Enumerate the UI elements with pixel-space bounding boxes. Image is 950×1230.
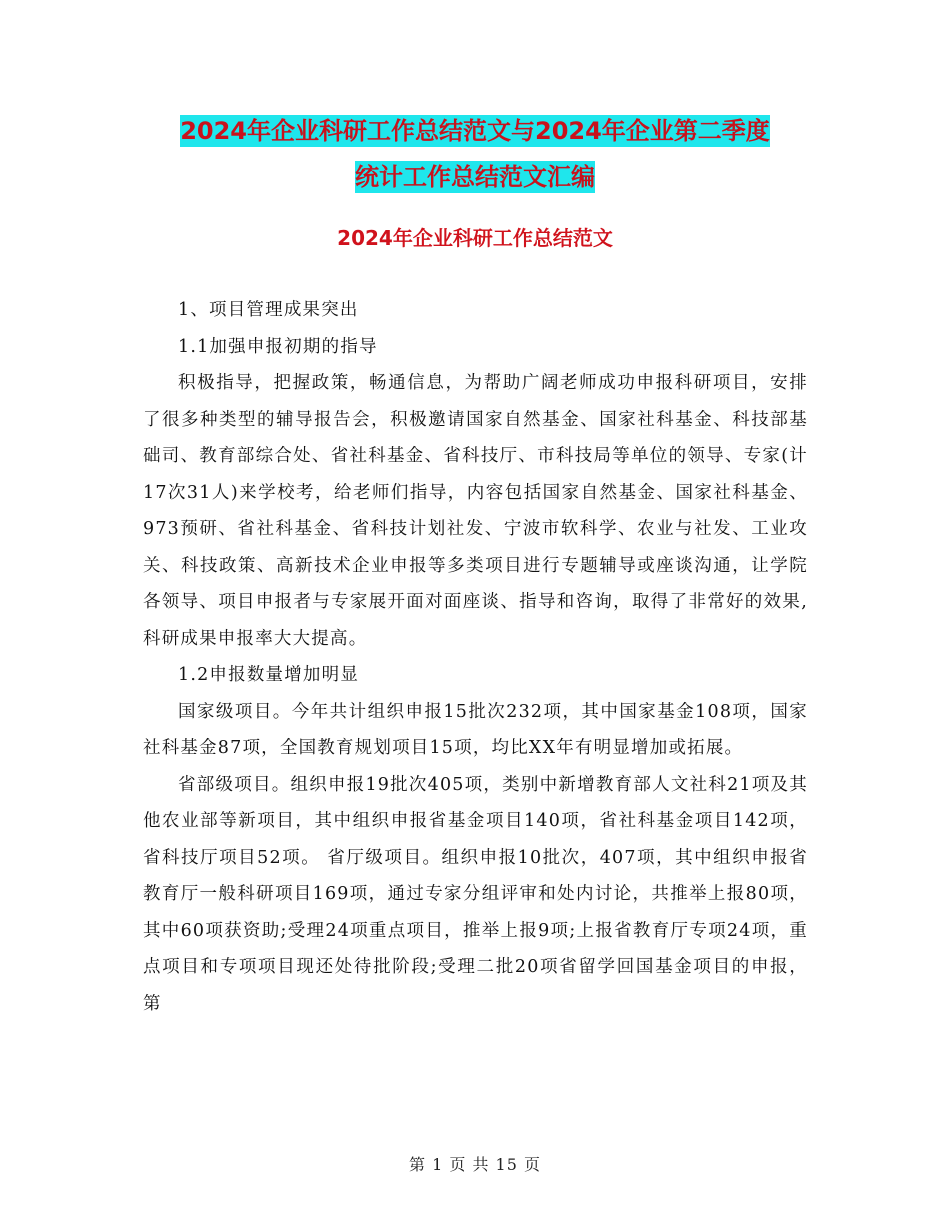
document-title-line-2: 统计工作总结范文汇编: [355, 163, 595, 191]
page-footer: 第 1 页 共 15 页: [409, 1155, 541, 1174]
paragraph: 省部级项目。组织申报19批次405项，类别中新增教育部人文社科21项及其他农业部等新项目，其中组织申报省基金项目140项，省社科基金项目142项，省科技厅项目52项。 省厅级项目。组织申报10批次，407项，其中组织申报省教育厅一般科研项目169项，通过专家分组评审和处内讨论，共推举上报80项，其中60项获资助;受理24项重点项目，推举上报9项;上报省教育厅专项24项，重点项目和专项项目现还处待批阶段;受理二批20项省留学回国基金项目的申报，第: [143, 774, 808, 1014]
paragraph: 国家级项目。今年共计组织申报15批次232项，其中国家基金108项，国家社科基金87项，全国教育规划项目15项，均比XX年有明显增加或拓展。: [143, 701, 808, 758]
paragraph: 1、项目管理成果突出: [178, 300, 359, 320]
section-heading: 2024年企业科研工作总结范文: [337, 226, 613, 250]
paragraph: 积极指导，把握政策，畅通信息，为帮助广阔老师成功申报科研项目，安排了很多种类型的辅导报告会，积极邀请国家自然基金、国家社科基金、科技部基础司、教育部综合处、省社科基金、省科技厅、市科技局等单位的领导、专家(计17次31人)来学校考，给老师们指导，内容包括国家自然基金、国家社科基金、973预研、省社科基金、省科技计划社发、宁波市软科学、农业与社发、工业攻关、科技政策、高新技术企业申报等多类项目进行专题辅导或座谈沟通，让学院各领导、项目申报者与专家展开面对面座谈、指导和咨询，取得了非常好的效果,科研成果申报率大大提高。: [143, 373, 808, 649]
document-title: [0, 108, 950, 200]
document-body: [143, 292, 808, 1022]
paragraph: 1.2申报数量增加明显: [178, 665, 360, 685]
document-title-line-1: 2024年企业科研工作总结范文与2024年企业第二季度: [180, 117, 770, 145]
paragraph: 1.1加强申报初期的指导: [178, 336, 378, 357]
